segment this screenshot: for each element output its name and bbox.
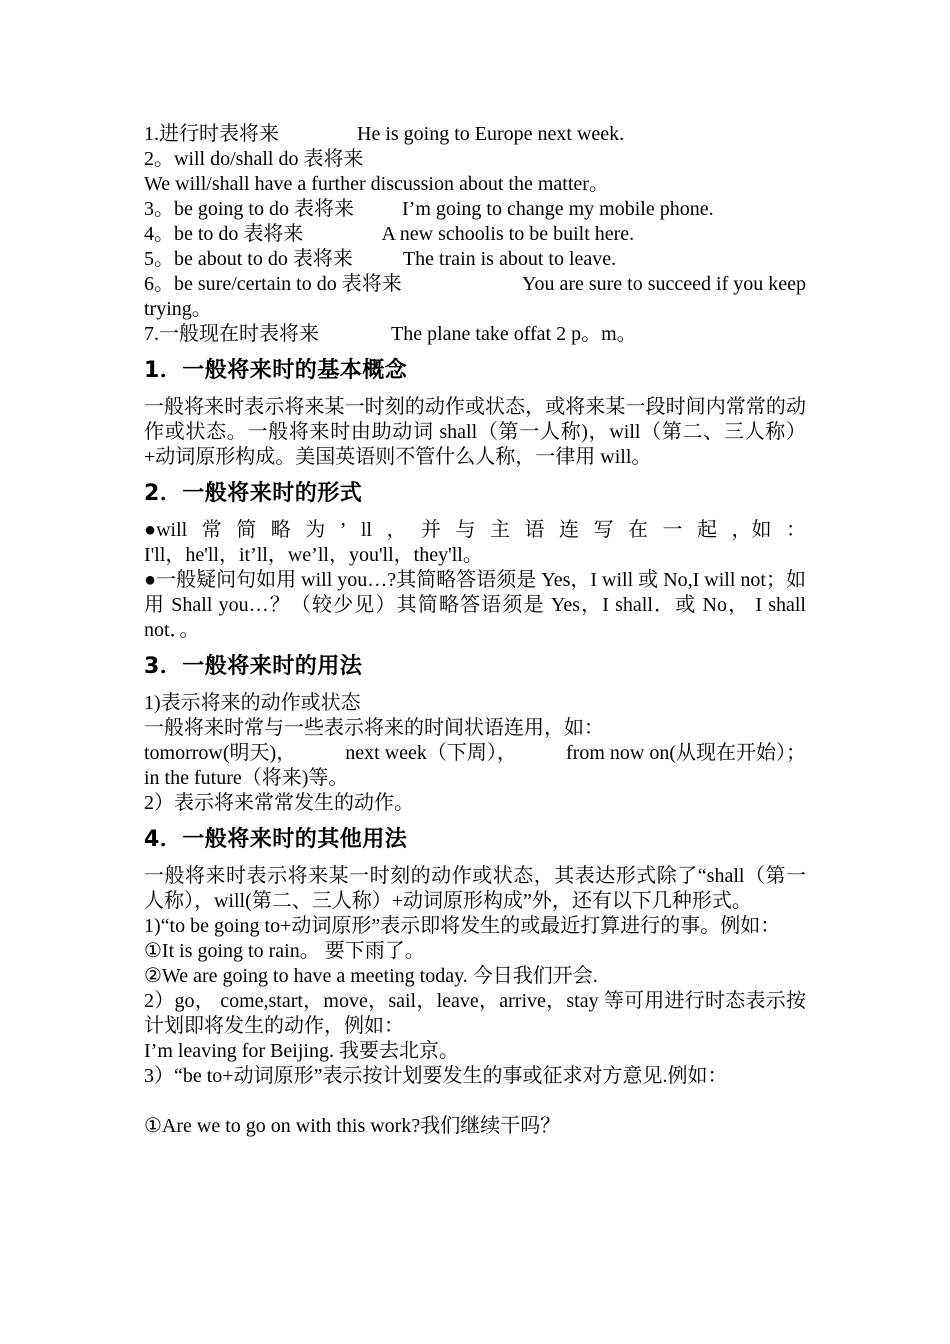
document-page — [144, 122, 806, 1139]
section-4-para-1: 一般将来时表示将来某一时刻的动作或状态，其表达形式除了“shall（第一人称），will(第二、三人称）+动词原形构成”外，还有以下几种形式。 — [144, 865, 806, 912]
intro-line-4-label: 3。be going to do 表将来 — [144, 198, 354, 220]
intro-line-5-example: A new schoolis to be built here. — [381, 223, 635, 245]
spread-token: 在 — [628, 519, 648, 541]
intro-line-5-label: 4。be to do 表将来 — [144, 223, 304, 245]
intro-line-2: 2。will do/shall do 表将来 — [144, 148, 364, 170]
time-adverbial: tomorrow(明天)， — [144, 742, 297, 764]
blank-line — [144, 1089, 806, 1114]
spread-token: 主 — [490, 519, 510, 541]
intro-line-4 — [144, 197, 806, 222]
spread-token: ●will — [144, 519, 188, 541]
spread-token: 简 — [236, 519, 257, 541]
spread-token: 起 — [697, 519, 717, 541]
section-4-example-4: ①Are we to go on with this work?我们继续干吗？ — [144, 1115, 561, 1137]
spread-token: 并 — [421, 519, 441, 541]
time-adverbial: next week（下周）， — [345, 742, 517, 764]
section-2-bullet-1-cont: I'll，he'll，it’ll，we’ll，you'll，they'll。 — [144, 544, 483, 566]
section-4-example-3: I’m leaving for Beijing. 我要去北京。 — [144, 1040, 459, 1062]
section-4-heading: 4．一般将来时的其他用法 — [144, 827, 408, 852]
intro-line-6 — [144, 247, 806, 272]
section-2-bullet-2: ●一般疑问句如用 will you…?其简略答语须是 Yes，I will 或 No,I will not；如用 Shall you…？（较少见）其简略答语须是 Yes，I shall．或 No， I shall not．。 — [144, 569, 806, 641]
section-3-heading: 3．一般将来时的用法 — [144, 654, 363, 679]
intro-line-8-label: 7.一般现在时表将来 — [144, 323, 319, 345]
section-3-line-2: 一般将来时常与一些表示将来的时间状语连用，如： — [144, 717, 604, 739]
intro-line-7-label: 6。be sure/certain to do 表将来 — [144, 273, 402, 295]
intro-line-8 — [144, 322, 806, 347]
spread-token: ，如 — [731, 519, 772, 541]
section-4-para-4: 3）“be to+动词原形”表示按计划要发生的事或征求对方意见.例如： — [144, 1065, 728, 1087]
section-1-heading: 1．一般将来时的基本概念 — [144, 358, 408, 383]
section-2-heading: 2．一般将来时的形式 — [144, 481, 363, 506]
intro-line-7-example: You are sure to succeed if you keep — [522, 273, 806, 295]
section-3-line-4: in the future（将来)等。 — [144, 767, 349, 789]
intro-line-1 — [144, 122, 806, 147]
spread-token: 为 — [305, 519, 326, 541]
spread-token: ， — [386, 519, 407, 541]
intro-line-3: We will/shall have a further discussion about the matter。 — [144, 173, 609, 195]
section-3-line-1: 1)表示将来的动作或状态 — [144, 692, 361, 714]
spread-token: 语 — [524, 519, 545, 541]
intro-line-6-label: 5。be about to do 表将来 — [144, 248, 353, 270]
intro-line-1-example: He is going to Europe next week. — [357, 123, 625, 145]
intro-line-8-example: The plane take offat 2 p。m。 — [391, 323, 637, 345]
spread-token: 略 — [270, 519, 291, 541]
section-4-para-3: 2）go， come,start，move，sail，leave，arrive，stay 等可用进行时态表示按计划即将发生的动作，例如： — [144, 990, 806, 1037]
time-adverbial: from now on(从现在开始）； — [566, 742, 806, 764]
spread-token: ll — [360, 519, 372, 541]
section-4-example-1: ①It is going to rain。 要下雨了。 — [144, 940, 425, 962]
section-4-para-2: 1)“to be going to+动词原形”表示即将发生的或最近打算进行的事。例如： — [144, 915, 781, 937]
section-2-bullet-1 — [144, 518, 806, 543]
section-3-line-5: 2）表示将来常常发生的动作。 — [144, 792, 414, 814]
section-4-example-2: ②We are going to have a meeting today. 今日我们开会. — [144, 965, 598, 987]
spread-token: 连 — [559, 519, 579, 541]
section-3-line-3 — [144, 741, 806, 766]
intro-line-4-example: I’m going to change my mobile phone. — [402, 198, 714, 220]
spread-token: 一 — [662, 519, 683, 541]
spread-token: ’ — [339, 519, 347, 541]
spread-token: 写 — [593, 519, 614, 541]
intro-line-5 — [144, 222, 806, 247]
intro-line-6-example: The train is about to leave. — [402, 248, 617, 270]
spread-token: ： — [786, 519, 806, 541]
spread-token: 常 — [201, 519, 222, 541]
spread-token: 与 — [455, 519, 476, 541]
intro-line-7 — [144, 272, 806, 297]
intro-line-7-cont: trying。 — [144, 298, 212, 320]
section-1-body: 一般将来时表示将来某一时刻的动作或状态，或将来某一段时间内常常的动作或状态。一般将来时由助动词 shall（第一人称)，will（第二、三人称）+动词原形构成。美国英语则不管什么人称，一律用 will。 — [144, 396, 806, 468]
intro-line-1-label: 1.进行时表将来 — [144, 123, 279, 145]
